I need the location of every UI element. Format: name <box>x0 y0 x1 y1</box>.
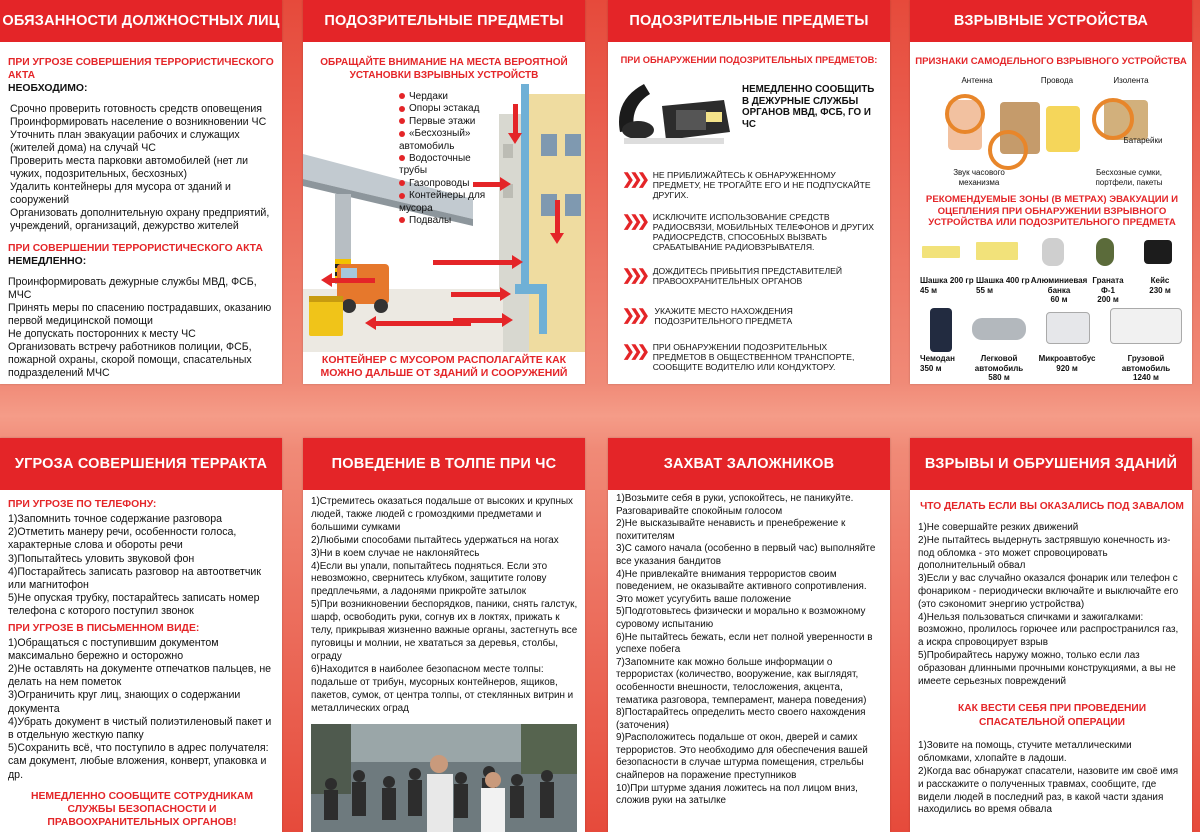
tnt-block-icon <box>976 242 1018 260</box>
sign-label: Изолента <box>1113 76 1149 85</box>
list-item: Не допускать посторонних к месту ЧС <box>8 328 196 340</box>
rescue-list <box>918 740 1186 817</box>
arrow-right-icon <box>453 318 503 323</box>
chevron-right-icon: ❯❯❯ <box>622 267 645 284</box>
list-item: 4)Нельзя пользоваться спичками и зажигалками: возможно, пролилось горючее или распространился газ, а искра спровоцирует взрыв <box>918 611 1179 649</box>
list-item: 1)Обращаться с поступившим документом максимально бережно и осторожно <box>8 636 219 662</box>
list-item: 2)Когда вас обнаружат спасатели, назовите им своё имя и расскажите о полученных травмах, сообщите, где видели людей в последний раз, в какой части здания находились во время обвала <box>918 765 1179 816</box>
list-item: Контейнеры для мусора <box>399 190 486 214</box>
bullet-icon <box>399 180 405 186</box>
warning-circle-icon <box>988 130 1028 170</box>
list-item: 2)Не пытайтесь выдернуть застрявшую конечность из-под обломка - это может спровоцировать дополнительный обвал <box>918 534 1171 572</box>
panel-suspicious-places <box>303 0 585 384</box>
list-item: Срочно проверить готовность средств оповещения <box>10 103 263 115</box>
list-item: 4)Если вы упали, попытайтесь подняться. Если это невозможно, свернитесь клубком, защитите голову предплечьями, а ладонями прикройте затылок <box>311 560 548 598</box>
crowd-photo <box>311 724 577 832</box>
list-item: Организовать дополнительную охрану предприятий, учреждений, организаций, дежурство жителей <box>10 207 270 232</box>
chevron-right-icon: ❯❯❯ <box>622 213 645 230</box>
panel-title: УГРОЗА СОВЕРШЕНИЯ ТЕРРАКТА <box>0 438 282 490</box>
places-heading: ОБРАЩАЙТЕ ВНИМАНИЕ НА МЕСТА ВЕРОЯТНОЙ УСТАНОВКИ ВЗРЫВНЫХ УСТРОЙСТВ <box>320 57 568 81</box>
list-item: 1)Стремитесь оказаться подальше от высоких и крупных людей, также людей с громоздкими предметами и большими сумками <box>311 496 573 533</box>
list-item: 3)Если у вас случайно оказался фонарик или телефон с фонариком - периодически включайте и выключайте его (это сэкономит энергию устройства) <box>918 573 1179 610</box>
panel-hostage <box>608 438 890 832</box>
report-text: НЕМЕДЛЕННО СООБЩИТЬ В ДЕЖУРНЫЕ СЛУЖБЫ ОРГАНОВ МВД, ФСБ, ГО И ЧС <box>742 84 875 130</box>
zone-item: Грузовой автомобиль 1240 м <box>1121 354 1171 382</box>
panel-title: ПОДОЗРИТЕЛЬНЫЕ ПРЕДМЕТЫ <box>608 0 890 42</box>
zone-item: Шашка 200 гр 45 м <box>920 276 974 295</box>
panel-title: ПОДОЗРИТЕЛЬНЫЕ ПРЕДМЕТЫ <box>303 0 585 42</box>
list-item: 3)С самого начала (особенно в первый час) выполняйте все указания бандитов <box>616 543 876 567</box>
zone-item: Кейс 230 м <box>1149 276 1171 295</box>
panel-explosive-devices <box>910 0 1192 384</box>
list-item: 8)Постарайтесь определить место своего нахождения (заточения) <box>616 707 866 731</box>
zone-item: Шашка 400 гр 55 м <box>976 276 1030 295</box>
chevron-right-icon: ❯❯❯ <box>622 343 645 360</box>
warning-circle-icon <box>945 94 985 134</box>
list-item: 1)Возьмите себя в руки, успокойтесь, не паникуйте. Разговаривайте спокойным голосом <box>616 493 854 517</box>
panel-crowd-behavior <box>303 438 585 832</box>
rule-item: ❯❯❯ ИСКЛЮЧИТЕ ИСПОЛЬЗОВАНИЕ СРЕДСТВ РАДИОСВЯЗИ, МОБИЛЬНЫХ ТЕЛЕФОНОВ И ДРУГИХ РАДИОСРЕДСТВ, СПОСОБНЫХ ВЫЗВАТЬ СРАБАТЫВАНИЕ РАДИОВЗРЫВАТЕЛЯ. <box>622 212 882 266</box>
duties-list <box>8 103 274 233</box>
section-subheading: НЕМЕДЛЕННО: <box>8 256 87 267</box>
section-subheading: НЕОБХОДИМО: <box>8 83 88 94</box>
list-item: 6)Находится в наиболее безопасном месте толпы: подальше от трибун, мусорных контейнеров, ящиков, пакетов, сумок, от центра толпы, от стеклянных витрин и металлических оград <box>311 663 574 714</box>
list-item: 3)Ни в коем случае не наклоняйтесь <box>311 547 480 559</box>
container-warning: КОНТЕЙНЕР С МУСОРОМ РАСПОЛАГАЙТЕ КАК МОЖНО ДАЛЬШЕ ОТ ЗДАНИЙ И СООРУЖЕНИЙ <box>320 354 568 379</box>
rule-item: ❯❯❯ УКАЖИТЕ МЕСТО НАХОЖДЕНИЯ ПОДОЗРИТЕЛЬНОГО ПРЕДМЕТА <box>622 306 882 342</box>
list-item: 9)Расположитесь подальше от окон, дверей и самих террористов. Это необходимо для обеспечения вашей безопасности в случае штурма помещения, стрельбы снайперов на поражение преступников <box>616 732 868 782</box>
list-item: Проинформировать население о возникновении ЧС <box>10 116 267 128</box>
list-item: 5)Не опуская трубку, постарайтесь записать номер телефона с которого поступил звонок <box>8 592 260 618</box>
rule-item: ❯❯❯ ДОЖДИТЕСЬ ПРИБЫТИЯ ПРЕДСТАВИТЕЛЕЙ ПРАВООХРАНИТЕЛЬНЫХ ОРГАНОВ <box>622 266 882 306</box>
sign-label: Звук часового механизма <box>953 168 1005 187</box>
arrow-down-icon <box>555 200 560 234</box>
section-heading: ЧТО ДЕЛАТЬ ЕСЛИ ВЫ ОКАЗАЛИСЬ ПОД ЗАВАЛОМ <box>920 501 1184 512</box>
signs-heading: ПРИЗНАКИ САМОДЕЛЬНОГО ВЗРЫВНОГО УСТРОЙСТВА <box>915 56 1187 67</box>
panel-official-duties <box>0 0 282 384</box>
rules-list <box>622 170 882 384</box>
list-item: Чердаки <box>399 91 491 103</box>
panel-title: ПОВЕДЕНИЕ В ТОЛПЕ ПРИ ЧС <box>303 438 585 490</box>
suitcase-icon <box>930 308 952 352</box>
section-heading: КАК ВЕСТИ СЕБЯ ПРИ ПРОВЕДЕНИИ СПАСАТЕЛЬНОЙ ОПЕРАЦИИ <box>958 703 1147 729</box>
truck-icon <box>1110 308 1182 344</box>
detection-heading: ПРИ ОБНАРУЖЕНИИ ПОДОЗРИТЕЛЬНЫХ ПРЕДМЕТОВ: <box>620 55 878 65</box>
list-item: Проверить места парковки автомобилей (нет ли чужих, подозрительных, бесхозных) <box>10 155 249 180</box>
report-warning: НЕМЕДЛЕННО СООБЩИТЕ СОТРУДНИКАМ СЛУЖБЫ БЕЗОПАСНОСТИ И ПРАВООХРАНИТЕЛЬНЫХ ОРГАНОВ! <box>31 790 253 828</box>
bullet-icon <box>399 118 405 124</box>
list-item: 5)Сохранить всё, что поступило в адрес получателя: сам документ, любые вложения, конверт, упаковка и др. <box>8 742 269 781</box>
panel-title: ВЗРЫВЫ И ОБРУШЕНИЯ ЗДАНИЙ <box>910 438 1192 490</box>
panel-terror-threat <box>0 438 282 832</box>
list-item: 4)Убрать документ в чистый полиэтиленовый пакет и в отдельную жесткую папку <box>8 715 272 742</box>
zone-item: Граната Ф-1 200 м <box>1092 276 1124 304</box>
section-heading: ПРИ УГРОЗЕ СОВЕРШЕНИЯ ТЕРРОРИСТИЧЕСКОГО АКТА <box>8 57 274 81</box>
written-threat-list <box>8 637 276 782</box>
minibus-icon <box>1046 312 1090 344</box>
panel-suspicious-actions <box>608 0 890 384</box>
list-item: Водосточные трубы <box>399 153 471 177</box>
zone-item: Легковой автомобиль 580 м <box>974 354 1024 382</box>
list-item: 1)Запомнить точное содержание разговора <box>8 513 223 525</box>
list-item: 2)Отметить манеру речи, особенности голоса, характерные слова и обороты речи <box>8 526 237 552</box>
panel-building-collapse <box>910 438 1192 832</box>
arrow-down-icon <box>513 104 518 134</box>
list-item: 1)Зовите на помощь, стучите металлическими обломками, хлопайте в ладоши. <box>918 740 1132 765</box>
list-item: Удалить контейнеры для мусора от зданий и сооружений <box>10 181 231 206</box>
bullet-icon <box>399 217 405 223</box>
places-list <box>399 91 491 227</box>
list-item: 7)Запомните как можно больше информации о террористах (количество, вооружение, как выглядят, особенности внешности, телосложения, акцента, тематика разговора, темперамент, манера поведения) <box>616 656 867 706</box>
chevron-right-icon: ❯❯❯ <box>622 171 645 188</box>
sign-label: Антенна <box>961 76 993 85</box>
bullet-icon <box>399 155 405 161</box>
chevron-right-icon: ❯❯❯ <box>622 307 645 324</box>
warning-circle-icon <box>1092 98 1134 140</box>
panel-title: ВЗРЫВНЫЕ УСТРОЙСТВА <box>910 0 1192 42</box>
list-item: Опоры эстакад <box>399 103 491 115</box>
arrow-right-icon <box>451 292 501 297</box>
rule-item: ❯❯❯ ПРИ ОБНАРУЖЕНИИ ПОДОЗРИТЕЛЬНЫХ ПРЕДМЕТОВ В ОБЩЕСТВЕННОМ ТРАНСПОРТЕ, СООБЩИТЕ ВОДИТЕЛЮ ИЛИ КОНДУКТОРУ. <box>622 342 882 384</box>
bullet-icon <box>399 131 405 137</box>
list-item: 4)Не привлекайте внимания террористов своим поведением, не оказывайте активного сопротивления. Это может усугубить ваше положение <box>616 568 867 605</box>
zone-item: Микроавтобус 920 м <box>1038 354 1096 373</box>
list-item: 6)Не пытайтесь бежать, если нет полной уверенности в успехе побега <box>616 631 873 656</box>
zones-heading: РЕКОМЕНДУЕМЫЕ ЗОНЫ (В МЕТРАХ) ЭВАКУАЦИИ И ОЦЕПЛЕНИЯ ПРИ ОБНАРУЖЕНИИ ВЗРЫВНОГО УСТРОЙСТВА ИЛИ ПОДОЗРИТЕЛЬНОГО ПРЕДМЕТА <box>925 194 1179 228</box>
panel-title: ОБЯЗАННОСТИ ДОЛЖНОСТНЫХ ЛИЦ <box>0 0 282 42</box>
list-item: 3)Ограничить круг лиц, знающих о содержании документа <box>8 689 241 715</box>
crowd-list <box>311 496 579 715</box>
tnt-block-icon <box>922 246 960 258</box>
list-item: Уточнить план эвакуации рабочих и служащих (жителей дома) на случай ЧС <box>10 129 240 154</box>
phone-threat-list <box>8 513 276 619</box>
sign-label: Батарейки <box>1123 136 1163 145</box>
rule-item: ❯❯❯ НЕ ПРИБЛИЖАЙТЕСЬ К ОБНАРУЖЕННОМУ ПРЕДМЕТУ, НЕ ТРОГАЙТЕ ЕГО И НЕ ПОДПУСКАЙТЕ ДРУГИХ. <box>622 170 882 212</box>
list-item: Проинформировать дежурные службы МВД, ФСБ, МЧС <box>8 276 257 301</box>
list-item: Подвалы <box>399 215 491 227</box>
phone-icon <box>614 70 734 146</box>
list-item: 5)Пробирайтесь наружу можно, только если лаз образован длинными прочными конструкциями, а вы не имеете серьезных повреждений <box>918 649 1176 687</box>
car-icon <box>972 318 1026 340</box>
grenade-icon <box>1096 238 1114 266</box>
section-heading: ПРИ УГРОЗЕ В ПИСЬМЕННОМ ВИДЕ: <box>8 622 200 634</box>
sign-label: Провода <box>1040 76 1074 85</box>
list-item: 4)Постарайтесь записать разговор на автоответчик или магнитофон <box>8 565 261 592</box>
sign-label: Бесхозные сумки, портфели, пакеты <box>1095 168 1163 187</box>
list-item: Организовать встречу работников полиции, ФСБ, пожарной охраны, скорой помощи, спасательных подразделений МЧС <box>8 341 252 379</box>
bullet-icon <box>399 193 405 199</box>
tape-icon <box>1046 106 1080 152</box>
zone-item: Алюминиевая банка 60 м <box>1030 276 1088 304</box>
list-item: 2)Не оставлять на документе отпечатков пальцев, не делать на нем пометок <box>8 663 272 689</box>
panel-title: ЗАХВАТ ЗАЛОЖНИКОВ <box>608 438 890 490</box>
bullet-icon <box>399 106 405 112</box>
list-item: Первые этажи <box>399 116 491 128</box>
bullet-icon <box>399 93 405 99</box>
section-heading: ПРИ УГРОЗЕ ПО ТЕЛЕФОНУ: <box>8 499 157 510</box>
actions-list <box>8 276 274 380</box>
list-item: 1)Не совершайте резких движений <box>918 522 1079 533</box>
list-item: 5)Подготовьтесь физически и морально к возможному суровому испытанию <box>616 606 866 630</box>
list-item: 2)Не высказывайте ненависть и пренебрежение к похитителям <box>616 518 846 542</box>
arrow-left-icon <box>331 278 375 283</box>
rubble-list <box>918 522 1186 688</box>
list-item: 5)При возникновении беспорядков, паники, снять галстук, шарф, освободить руки, согнув их в локтях, прижать к телу, прикрывая жизненно важные органы, застегнуть все пуговицы и молнии, не хвататься за деревья, столбы, ограду <box>311 599 578 662</box>
list-item: «Бесхозный» автомобиль <box>399 128 471 152</box>
list-item: 2)Любыми способами пытайтесь удержаться на ногах <box>311 534 559 546</box>
hostage-list <box>616 493 884 808</box>
section-heading: ПРИ СОВЕРШЕНИИ ТЕРРОРИСТИЧЕСКОГО АКТА <box>8 243 263 254</box>
list-item: Принять меры по спасению пострадавших, оказанию первой медицинской помощи <box>8 302 272 327</box>
list-item: 10)При штурме здания ложитесь на пол лицом вниз, сложив руки на затылке <box>616 782 858 807</box>
list-item: 3)Попытайтесь уловить звуковой фон <box>8 552 195 565</box>
briefcase-icon <box>1144 240 1172 264</box>
can-icon <box>1042 238 1064 266</box>
arrow-right-icon <box>433 260 513 265</box>
zone-item: Чемодан 350 м <box>920 354 955 373</box>
list-item: Газопроводы <box>399 178 491 190</box>
